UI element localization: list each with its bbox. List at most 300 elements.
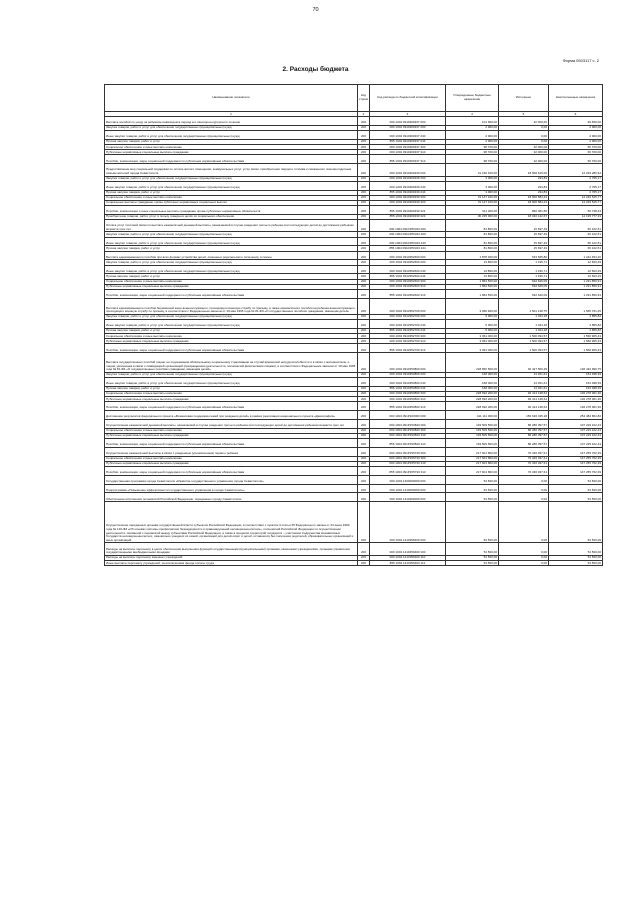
row-name: Обеспечение исполнения полномочий Российской Федерации, переданных городу Севастополю (105, 493, 358, 502)
row-code: 200 (358, 274, 370, 279)
row-name: Пособия, компенсации, меры социальной поддержки по публичным нормативным обязательствам (105, 155, 358, 164)
row-executed: 70 346 037,61 (499, 456, 549, 461)
row-executed: 0,00 (499, 502, 549, 543)
header-executed: Исполнено (499, 85, 549, 112)
row-classification-code: 855 1004 0910300339 244 (370, 190, 446, 195)
row-executed: 86 280 397,57 (499, 439, 549, 448)
row-approved: 193 509 500,00 (446, 419, 499, 428)
row-name: Прочая закупка товаров, работ и услуг (105, 246, 358, 251)
row-name: Закупка товаров, работ и услуг для обеспечения государственных (муниципальных) нужд (105, 232, 358, 237)
row-executed: 1 500 094,57 (499, 339, 549, 344)
row-approved: 13 800,00 (446, 274, 499, 279)
table-row (105, 402, 603, 411)
row-code: 200 (358, 260, 370, 265)
header-name: Наименование показателя (105, 85, 358, 112)
row-executed: 18 040 122,67 (499, 214, 549, 219)
row-code: 200 (358, 214, 370, 219)
table-row (105, 164, 603, 176)
row-classification-code: 000 1004 091P100000 000 (370, 411, 446, 420)
table-row (105, 560, 603, 565)
row-name: Иные закупки товаров, работ и услуг для обеспечения государственных (муниципальных) нужд (105, 130, 358, 139)
table-row (105, 377, 603, 386)
row-approved: 3 061 000,00 (446, 344, 499, 353)
row-name: Выплата государственных пособий лицам, не подлежащим обязательному социальному страхованию на случай временной нетрудоспособности и в связи с материнством, и лицам, уволенным в связи с ликвидацией организаций (прекращением деятельности, полномочий физическими лицами), в соответствии с Федеральным законом от 19 мая 1995 года № 81-ФЗ «О государственных пособиях гражданам, имеющим детей» (105, 353, 358, 373)
row-approved: 1 864 500,00 (446, 279, 499, 284)
row-code: 200 (358, 289, 370, 298)
row-executed: 632 649,09 (499, 279, 549, 284)
row-unexecuted: 147 255 762,39 (549, 466, 603, 475)
table-row (105, 237, 603, 246)
row-approved: 217 601 800,00 (446, 456, 499, 461)
row-executed: 70 346 037,61 (499, 447, 549, 456)
table-row (105, 319, 603, 328)
row-executed: 15 697,49 (499, 232, 549, 237)
row-classification-code: 000 1004 091P150840 310 (370, 433, 446, 438)
col-number: 3 (370, 112, 446, 117)
row-classification-code: 855 1004 0910300339 321 (370, 206, 446, 215)
row-unexecuted: 66 700,00 (549, 150, 603, 155)
row-classification-code: 000 1004 0910352600 240 (370, 265, 446, 274)
row-unexecuted: 107 229 102,43 (549, 428, 603, 433)
row-code: 200 (358, 125, 370, 130)
row-unexecuted: 147 255 762,39 (549, 447, 603, 456)
row-classification-code: 855 1004 0910300339 323 (370, 214, 446, 219)
row-classification-code: 000 1004 0910300339 300 (370, 195, 446, 200)
row-unexecuted: 1 244 454,20 (549, 251, 603, 260)
row-approved: 31 147 100,00 (446, 195, 499, 200)
row-executed: 15 697,49 (499, 220, 549, 232)
row-name: Социальное обеспечение и иные выплаты населению (105, 391, 358, 396)
row-executed: 1 500 094,57 (499, 333, 549, 338)
row-name: Пособия, компенсации, меры социальной поддержки по публичным нормативным обязательствам (105, 402, 358, 411)
row-classification-code: 000 1004 1410359400 100 (370, 543, 446, 555)
row-code: 200 (358, 176, 370, 181)
row-classification-code: 855 1004 0910300337 244 (370, 139, 446, 144)
row-code: 200 (358, 493, 370, 502)
row-code: 200 (358, 402, 370, 411)
row-unexecuted: 2 900,00 (549, 125, 603, 130)
row-code: 200 (358, 419, 370, 428)
row-approved: 168 300,00 (446, 372, 499, 377)
row-classification-code: 000 1004 0910300339 000 (370, 164, 446, 176)
row-classification-code: 000 1004 091P155730 000 (370, 447, 446, 456)
table-row (105, 181, 603, 190)
row-executed: 86 280 397,57 (499, 419, 549, 428)
row-approved: 2 900,00 (446, 139, 499, 144)
row-classification-code: 000 1004 09103П0343 000 (370, 220, 446, 232)
row-executed: 70 346 037,61 (499, 461, 549, 466)
row-executed: 156 626 435,18 (499, 411, 549, 420)
row-code: 200 (358, 164, 370, 176)
header-code: Код строки (358, 85, 370, 112)
table-row (105, 411, 603, 420)
row-unexecuted: 54 500,00 (549, 555, 603, 560)
row-code: 200 (358, 433, 370, 438)
row-approved: 30 235 900,00 (446, 214, 499, 219)
row-executed: 1 196,71 (499, 274, 549, 279)
row-unexecuted: 2 765,17 (549, 176, 603, 181)
row-code: 200 (358, 353, 370, 373)
row-unexecuted: 54 500,00 (549, 493, 603, 502)
row-code: 200 (358, 144, 370, 149)
row-code: 200 (358, 456, 370, 461)
row-name: Социальное обеспечение и иные выплаты населению (105, 456, 358, 461)
row-approved: 168 300,00 (446, 386, 499, 391)
row-unexecuted: 4 855,82 (549, 319, 603, 328)
row-unexecuted: 1 565 761,25 (549, 298, 603, 314)
table-row (105, 484, 603, 493)
row-name: Социальное обеспечение и иные выплаты населению (105, 279, 358, 284)
row-unexecuted: 12 246 515,77 (549, 200, 603, 205)
row-approved: 13 800,00 (446, 265, 499, 274)
row-unexecuted: 12 195 777,33 (549, 214, 603, 219)
row-approved: 1 878 300,00 (446, 251, 499, 260)
row-name: Публичные нормативные социальные выплаты гражданам (105, 150, 358, 155)
header-approved: Утвержденные бюджетные назначения (446, 85, 499, 112)
row-executed: 86 280 397,57 (499, 433, 549, 438)
row-classification-code: 000 1004 0910300337 240 (370, 130, 446, 139)
row-unexecuted: 54 500,00 (549, 484, 603, 493)
row-executed: 18 900 584,23 (499, 200, 549, 205)
row-classification-code: 000 1004 1410359400 000 (370, 502, 446, 543)
row-unexecuted: 4 855,82 (549, 314, 603, 319)
row-classification-code: 000 1004 0910300337 300 (370, 144, 446, 149)
row-unexecuted: 136 278 061,36 (549, 397, 603, 402)
row-unexecuted: 66 102,51 (549, 232, 603, 237)
row-classification-code: 000 1004 1410300000 000 (370, 493, 446, 502)
row-classification-code: 000 1004 0910353800 240 (370, 377, 446, 386)
row-name: Пособия, компенсации, меры социальной поддержки по публичным нормативным обязательствам (105, 289, 358, 298)
row-name: Расходы на выплаты персоналу казенных учреждений (105, 555, 358, 560)
row-approved: 2 900,00 (446, 130, 499, 139)
row-approved: 54 500,00 (446, 543, 499, 555)
row-classification-code: 000 1004 0910352700 000 (370, 298, 446, 314)
row-name: Иные закупки товаров, работ и услуг для обеспечения государственных (муниципальных) нужд (105, 237, 358, 246)
row-approved: 54 500,00 (446, 493, 499, 502)
row-classification-code: 000 1004 0910352600 310 (370, 284, 446, 289)
row-name: Выплата единовременного пособия беременной жене военнослужащего, проходящего военную службу по призыву, а также ежемесячного пособия на ребенка военнослужащего, проходящего военную службу по призыву, в соответствии с Федеральным законом от 19 мая 1995 года № 81-ФЗ «О государственных пособиях гражданам, имеющим детей» (105, 298, 358, 314)
row-code: 200 (358, 246, 370, 251)
row-unexecuted: 66 700,00 (549, 155, 603, 164)
row-code: 200 (358, 251, 370, 260)
row-executed: 15 697,49 (499, 237, 549, 246)
row-name: Предоставление мер социальной поддержки по оплате жилого помещения, коммунальных услуг, услуг связи, приобретения твердого топлива и сжиженного газа многодетным семьям жителей города Севастополя (105, 164, 358, 176)
row-code: 200 (358, 391, 370, 396)
row-executed: 0,00 (499, 125, 549, 130)
row-code: 200 (358, 117, 370, 126)
row-classification-code: 000 1004 0910300337 000 (370, 117, 446, 126)
row-name: Достижение результатов федерального проекта «Финансовая поддержка семей при рождении детей» в рамках реализации национального проекта «Демография» (105, 411, 358, 420)
col-number: 6 (549, 112, 603, 117)
row-code: 200 (358, 237, 370, 246)
row-approved: 98 700,00 (446, 155, 499, 164)
table-row (105, 344, 603, 353)
row-unexecuted: 66 700,00 (549, 144, 603, 149)
row-code: 200 (358, 139, 370, 144)
row-approved: 3 066 900,00 (446, 298, 499, 314)
row-name: Публичные нормативные социальные выплаты гражданам (105, 397, 358, 402)
row-unexecuted: 1 231 850,91 (549, 279, 603, 284)
row-executed: 92 414 138,64 (499, 397, 549, 402)
row-name: Пособия, компенсации, меры социальной поддержки по публичным нормативным обязательствам (105, 466, 358, 475)
row-unexecuted: 136 278 061,36 (549, 402, 603, 411)
row-classification-code: 000 1004 0910352600 300 (370, 279, 446, 284)
row-name: Расходы на выплаты персоналу в целях обеспечения выполнения функций государственными (муниципальными) органами, казенными учреждениями, органами управления государственными внебюджетными фондами (105, 543, 358, 555)
row-approved: 81 800,00 (446, 237, 499, 246)
row-code: 200 (358, 319, 370, 328)
row-code: 200 (358, 190, 370, 195)
table-row (105, 419, 603, 428)
row-executed: 1 044,18 (499, 328, 549, 333)
row-executed: 0,00 (499, 475, 549, 484)
row-unexecuted: 1 560 905,43 (549, 333, 603, 338)
row-approved: 81 800,00 (446, 232, 499, 237)
row-unexecuted: 2 900,00 (549, 130, 603, 139)
row-code: 200 (358, 344, 370, 353)
row-approved: 98 700,00 (446, 150, 499, 155)
row-approved: 13 800,00 (446, 260, 499, 265)
row-unexecuted: 107 229 102,43 (549, 439, 603, 448)
header-classification: Код расхода по бюджетной классификации (370, 85, 446, 112)
row-code: 200 (358, 555, 370, 560)
budget-expenses-table (104, 84, 603, 566)
row-code: 200 (358, 543, 370, 555)
row-classification-code: 000 1004 091P150840 300 (370, 428, 446, 433)
row-unexecuted: 154 938,39 (549, 377, 603, 386)
row-name: Иные закупки товаров, работ и услуг для обеспечения государственных (муниципальных) нужд (105, 265, 358, 274)
row-classification-code: 000 1004 0910300339 200 (370, 176, 446, 181)
row-executed: 1 501 138,75 (499, 298, 549, 314)
row-code: 200 (358, 372, 370, 377)
row-executed: 1 500 094,57 (499, 344, 549, 353)
row-executed: 32 000,00 (499, 144, 549, 149)
row-name: Осуществление ежемесячной выплаты в связи с рождением (усыновлением) первого ребенка (105, 447, 358, 456)
row-name: Закупка товаров, работ и услуг для обеспечения государственных (муниципальных) нужд (105, 176, 358, 181)
row-code: 200 (358, 386, 370, 391)
row-classification-code: 000 1004 0910352700 310 (370, 339, 446, 344)
col-number: 2 (358, 112, 370, 117)
row-classification-code: 855 1004 0910353800 313 (370, 402, 446, 411)
row-executed: 633 845,80 (499, 251, 549, 260)
table-row (105, 353, 603, 373)
row-unexecuted: 54 500,00 (549, 502, 603, 543)
row-classification-code: 000 1004 0910300339 240 (370, 181, 446, 190)
row-executed: 92 414 138,64 (499, 391, 549, 396)
row-unexecuted: 1 560 905,43 (549, 339, 603, 344)
row-name: Социальное обеспечение и иные выплаты населению (105, 195, 358, 200)
row-executed: 234,83 (499, 190, 549, 195)
row-code: 200 (358, 339, 370, 344)
row-name: Подпрограмма «Повышение эффективности государственного управления в городе Севастополе» (105, 484, 358, 493)
row-approved: 228 692 200,00 (446, 397, 499, 402)
row-executed: 632 649,09 (499, 284, 549, 289)
row-executed: 234,83 (499, 181, 549, 190)
col-number: 5 (499, 112, 549, 117)
row-unexecuted: 12 246 515,77 (549, 195, 603, 200)
row-executed: 18 900 619,06 (499, 164, 549, 176)
row-code: 200 (358, 428, 370, 433)
row-classification-code: 000 1004 0910353800 310 (370, 397, 446, 402)
row-name: Иные закупки товаров, работ и услуг для обеспечения государственных (муниципальных) нужд (105, 377, 358, 386)
page-number: 70 (312, 7, 319, 13)
table-row (105, 298, 603, 314)
row-approved: 101 600,00 (446, 117, 499, 126)
table-row (105, 206, 603, 215)
col-number: 4 (446, 112, 499, 117)
table-row (105, 493, 603, 502)
row-code: 200 (358, 333, 370, 338)
row-approved: 228 860 500,00 (446, 353, 499, 373)
row-classification-code: 000 1004 1410000000 000 (370, 484, 446, 493)
row-executed: 86 280 397,57 (499, 428, 549, 433)
row-classification-code: 855 1004 0910352700 313 (370, 344, 446, 353)
row-classification-code: 000 1004 091P150840 000 (370, 419, 446, 428)
row-executed: 32 000,00 (499, 117, 549, 126)
row-classification-code: 000 1004 091P155730 300 (370, 456, 446, 461)
row-approved: 1 864 500,00 (446, 289, 499, 298)
row-approved: 217 601 800,00 (446, 466, 499, 475)
row-approved: 54 500,00 (446, 502, 499, 543)
row-approved: 3 061 000,00 (446, 333, 499, 338)
row-unexecuted: 54 500,00 (549, 560, 603, 565)
row-executed: 0,00 (499, 130, 549, 139)
row-name: Публичные нормативные социальные выплаты гражданам (105, 461, 358, 466)
table-row (105, 543, 603, 555)
row-code: 200 (358, 284, 370, 289)
row-executed: 1 044,18 (499, 319, 549, 328)
row-classification-code: 855 1004 0910352600 313 (370, 289, 446, 298)
row-unexecuted: 12 249 280,94 (549, 164, 603, 176)
row-approved: 217 601 800,00 (446, 447, 499, 456)
row-approved: 3 061 000,00 (446, 339, 499, 344)
row-code: 200 (358, 328, 370, 333)
row-code: 200 (358, 279, 370, 284)
row-name: Иные закупки товаров, работ и услуг для обеспечения государственных (муниципальных) нужд (105, 319, 358, 328)
row-code: 200 (358, 466, 370, 475)
row-name: Закупка товаров, работ и услуг для обеспечения государственных (муниципальных) нужд (105, 260, 358, 265)
row-unexecuted: 1 231 850,91 (549, 289, 603, 298)
row-approved: 3 000,00 (446, 181, 499, 190)
table-row (105, 117, 603, 126)
row-approved: 31 150 100,00 (446, 164, 499, 176)
row-approved: 54 500,00 (446, 475, 499, 484)
row-name: Иные выплаты персоналу учреждений, за исключением фонда оплаты труда (105, 560, 358, 565)
row-approved: 54 500,00 (446, 560, 499, 565)
table-body (105, 117, 603, 566)
row-code: 200 (358, 502, 370, 543)
row-approved: 81 800,00 (446, 220, 499, 232)
row-code: 200 (358, 232, 370, 237)
row-executed: 13 361,61 (499, 377, 549, 386)
row-classification-code: 000 1004 1400000000 000 (370, 475, 446, 484)
row-name: Закупка товаров, работ и услуг для обеспечения государственных (муниципальных) нужд (105, 125, 358, 130)
row-code: 200 (358, 411, 370, 420)
row-executed: 32 000,00 (499, 150, 549, 155)
row-unexecuted: 1 231 850,91 (549, 284, 603, 289)
row-approved: 31 147 100,00 (446, 200, 499, 205)
table-row (105, 466, 603, 475)
row-classification-code: 855 1004 091P150840 313 (370, 439, 446, 448)
row-name: Закупка товаров, работ и услуг для обеспечения государственных (муниципальных) нужд (105, 372, 358, 377)
row-executed: 234,83 (499, 176, 549, 181)
row-code: 200 (358, 397, 370, 402)
row-code: 200 (358, 298, 370, 314)
row-name: Социальные выплаты гражданам, кроме публичных нормативных социальных выплат (105, 200, 358, 205)
row-executed: 15 697,49 (499, 246, 549, 251)
table-row (105, 289, 603, 298)
row-classification-code: 000 1004 0910300339 320 (370, 200, 446, 205)
row-executed: 1 044,18 (499, 314, 549, 319)
row-code: 200 (358, 181, 370, 190)
row-approved: 193 509 500,00 (446, 439, 499, 448)
row-code: 200 (358, 461, 370, 466)
row-executed: 32 000,00 (499, 155, 549, 164)
row-classification-code: 855 1004 0910353800 244 (370, 386, 446, 391)
row-executed: 0,00 (499, 493, 549, 502)
row-approved: 5 900,00 (446, 314, 499, 319)
row-approved: 81 800,00 (446, 246, 499, 251)
row-classification-code: 855 1004 09103П0343 244 (370, 246, 446, 251)
row-classification-code: 000 1004 0910353800 200 (370, 372, 446, 377)
row-name: Публичные нормативные социальные выплаты гражданам (105, 433, 358, 438)
row-code: 200 (358, 484, 370, 493)
row-classification-code: 855 1004 0910352600 244 (370, 274, 446, 279)
table-row (105, 439, 603, 448)
row-classification-code: 000 1004 0910300337 310 (370, 150, 446, 155)
row-approved: 193 509 500,00 (446, 428, 499, 433)
row-name: Прочая закупка товаров, работ и услуг (105, 190, 358, 195)
row-code: 200 (358, 130, 370, 139)
row-unexecuted: 147 255 762,39 (549, 461, 603, 466)
row-classification-code: 000 1004 0910352600 200 (370, 260, 446, 265)
row-name: Иные закупки товаров, работ и услуг для обеспечения государственных (муниципальных) нужд (105, 181, 358, 190)
row-executed: 18 900 584,23 (499, 195, 549, 200)
row-unexecuted: 54 500,00 (549, 543, 603, 555)
row-unexecuted: 66 102,51 (549, 246, 603, 251)
row-unexecuted: 136 432 999,75 (549, 353, 603, 373)
row-classification-code: 000 1004 0910352700 300 (370, 333, 446, 338)
row-classification-code: 855 1004 091P155730 313 (370, 466, 446, 475)
row-executed: 0,00 (499, 555, 549, 560)
row-approved: 228 692 200,00 (446, 391, 499, 396)
row-classification-code: 000 1004 0910353800 300 (370, 391, 446, 396)
row-executed: 70 346 037,61 (499, 466, 549, 475)
row-code: 200 (358, 439, 370, 448)
row-classification-code: 855 1004 0910352700 244 (370, 328, 446, 333)
row-classification-code: 855 1004 1410359400 112 (370, 560, 446, 565)
row-approved: 217 601 800,00 (446, 461, 499, 466)
row-unexecuted: 12 603,29 (549, 274, 603, 279)
table-row (105, 251, 603, 260)
row-unexecuted: 50 738,44 (549, 206, 603, 215)
row-approved: 411 111 300,00 (446, 411, 499, 420)
row-approved: 2 900,00 (446, 125, 499, 130)
row-unexecuted: 12 603,29 (549, 260, 603, 265)
row-name: Пособия, компенсации, меры социальной поддержки по публичным нормативным обязательствам (105, 344, 358, 353)
row-unexecuted: 154 938,39 (549, 372, 603, 377)
row-unexecuted: 254 484 864,82 (549, 411, 603, 420)
row-name: Социальное обеспечение и иные выплаты населению (105, 144, 358, 149)
row-name: Пособия, компенсации и иные социальные выплаты гражданам, кроме публичных нормативных обязательств (105, 206, 358, 215)
row-code: 200 (358, 377, 370, 386)
row-name: Прочая закупка товаров, работ и услуг (105, 274, 358, 279)
row-name: Закупка товаров, работ и услуг для обеспечения государственных (муниципальных) нужд (105, 314, 358, 319)
row-unexecuted: 66 102,51 (549, 237, 603, 246)
row-executed: 13 361,61 (499, 372, 549, 377)
row-approved: 911 200,00 (446, 206, 499, 215)
row-approved: 5 900,00 (446, 328, 499, 333)
row-name: Прочая закупка товаров, работ и услуг (105, 386, 358, 391)
